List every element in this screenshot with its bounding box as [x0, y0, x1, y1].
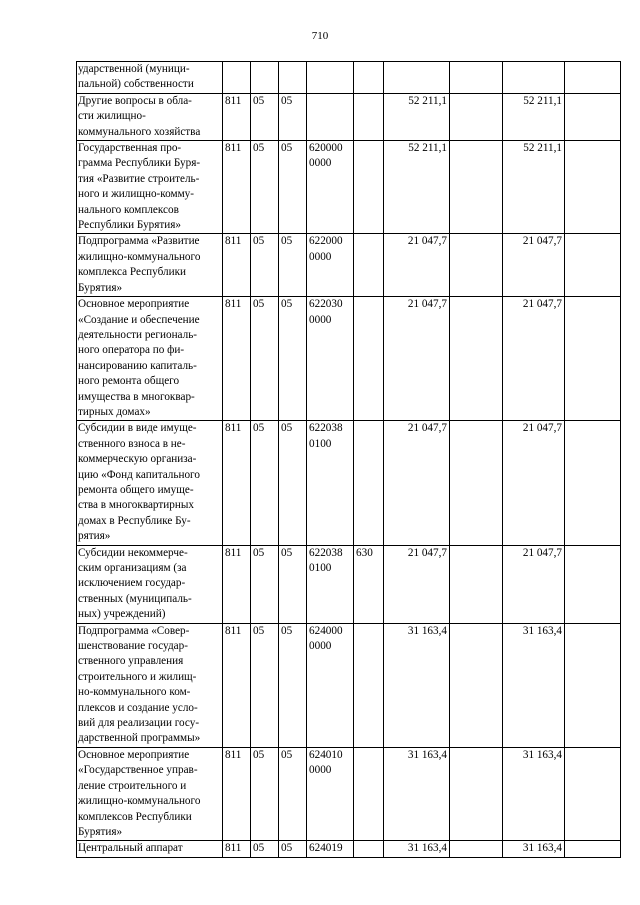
- item-name-line: ных) учреждений): [78, 608, 166, 621]
- target-code-cell: [307, 623, 354, 747]
- amount-cell: 31 163,4: [503, 623, 565, 747]
- amount-cell: [565, 141, 621, 234]
- admin-code-cell: 811: [223, 421, 251, 545]
- table-row: [77, 234, 621, 297]
- target-code-line: 622030: [309, 298, 343, 311]
- amount-cell: 21 047,7: [503, 421, 565, 545]
- item-name-cell: [77, 93, 223, 140]
- table-row: [77, 297, 621, 421]
- item-name-line: ремонта общего имуще-: [78, 483, 194, 496]
- item-name-line: грамма Республики Буря-: [78, 157, 201, 170]
- item-name-line: плексов и создание усло-: [78, 701, 198, 714]
- subsection-code-cell: 05: [279, 141, 307, 234]
- item-name-cell: [77, 421, 223, 545]
- table-row: [77, 421, 621, 545]
- item-name-line: Республики Бурятия»: [78, 219, 182, 232]
- amount-cell: 21 047,7: [384, 297, 450, 421]
- table-row: [77, 141, 621, 234]
- item-name-cell: [77, 747, 223, 840]
- item-name-line: ного оператора по фи-: [78, 344, 185, 357]
- admin-code-cell: 811: [223, 623, 251, 747]
- amount-cell: [565, 62, 621, 94]
- item-name-cell: [77, 234, 223, 297]
- item-name-line: но-коммунального ком-: [78, 686, 191, 699]
- item-name-line: строительного и жилищ-: [78, 670, 197, 683]
- subsection-code-cell: [279, 62, 307, 94]
- amount-cell: [565, 93, 621, 140]
- item-name-line: нального комплексов: [78, 203, 179, 216]
- item-name-cell: [77, 297, 223, 421]
- expense-type-cell: [354, 234, 384, 297]
- item-name-line: исключением государ-: [78, 577, 186, 590]
- target-code-line: 0000: [309, 157, 332, 170]
- admin-code-cell: 811: [223, 297, 251, 421]
- amount-cell: [565, 421, 621, 545]
- amount-cell: 21 047,7: [503, 545, 565, 623]
- amount-cell: [450, 747, 503, 840]
- admin-code-cell: 811: [223, 234, 251, 297]
- item-name-line: Бурятия»: [78, 281, 123, 294]
- item-name-cell: [77, 62, 223, 94]
- item-name-line: нансированию капиталь-: [78, 359, 197, 372]
- item-name-line: ударственной (муници-: [78, 63, 190, 75]
- section-code-cell: 05: [251, 421, 279, 545]
- item-name-line: ственных (муниципаль-: [78, 592, 192, 605]
- amount-cell: [450, 545, 503, 623]
- target-code-line: 0000: [309, 313, 332, 326]
- amount-cell: [450, 421, 503, 545]
- item-name-line: ским организациям (за: [78, 562, 187, 574]
- table-row: [77, 93, 621, 140]
- item-name-line: Субсидии в виде имуще-: [78, 422, 197, 435]
- item-name-cell: [77, 623, 223, 747]
- amount-cell: [384, 62, 450, 94]
- amount-cell: 31 163,4: [384, 623, 450, 747]
- item-name-line: комплекса Республики: [78, 266, 187, 279]
- item-name-line: Бурятия»: [78, 825, 123, 838]
- admin-code-cell: 811: [223, 747, 251, 840]
- item-name-line: тия «Развитие строитель-: [78, 172, 200, 185]
- item-name-line: Субсидии некоммерче-: [78, 546, 188, 559]
- item-name-line: имущества в многоквар-: [78, 390, 195, 403]
- expense-type-cell: [354, 297, 384, 421]
- amount-cell: 21 047,7: [503, 234, 565, 297]
- target-code-cell: [307, 545, 354, 623]
- item-name-line: тирных домах»: [78, 405, 151, 418]
- expense-type-cell: [354, 747, 384, 840]
- item-name-line: цию «Фонд капитального: [78, 468, 200, 481]
- table-row: [77, 841, 621, 857]
- amount-cell: 21 047,7: [503, 297, 565, 421]
- table-row: [77, 747, 621, 840]
- amount-cell: 52 211,1: [384, 141, 450, 234]
- amount-cell: 31 163,4: [503, 747, 565, 840]
- subsection-code-cell: 05: [279, 297, 307, 421]
- amount-cell: [450, 841, 503, 857]
- subsection-code-cell: 05: [279, 421, 307, 545]
- item-name-line: Другие вопросы в обла-: [78, 94, 192, 107]
- section-code-cell: 05: [251, 545, 279, 623]
- target-code-cell: [307, 141, 354, 234]
- amount-cell: [565, 234, 621, 297]
- expense-type-cell: [354, 841, 384, 857]
- section-code-cell: 05: [251, 841, 279, 857]
- amount-cell: [450, 93, 503, 140]
- subsection-code-cell: 05: [279, 234, 307, 297]
- amount-cell: 31 163,4: [503, 841, 565, 857]
- table-row: [77, 545, 621, 623]
- target-code-cell: [307, 297, 354, 421]
- subsection-code-cell: 05: [279, 545, 307, 623]
- item-name-line: ственного управления: [78, 655, 184, 668]
- section-code-cell: 05: [251, 93, 279, 140]
- item-name-line: Подпрограмма «Совер-: [78, 624, 190, 637]
- amount-cell: [503, 62, 565, 94]
- target-code-line: 622000: [309, 235, 343, 248]
- target-code-cell: [307, 747, 354, 840]
- amount-cell: 52 211,1: [503, 141, 565, 234]
- item-name-line: шенствование государ-: [78, 640, 188, 653]
- item-name-line: рятия»: [78, 530, 111, 543]
- item-name-line: ства в многоквартирных: [78, 499, 194, 512]
- amount-cell: [450, 297, 503, 421]
- item-name-line: ного и жилищно-комму-: [78, 188, 194, 201]
- item-name-line: Основное мероприятие: [78, 748, 190, 761]
- target-code-cell: [307, 841, 354, 857]
- target-code-line: 0000: [309, 250, 332, 263]
- target-code-line: 620000: [309, 142, 343, 155]
- section-code-cell: 05: [251, 747, 279, 840]
- item-name-line: вий для реализации госу-: [78, 717, 200, 730]
- target-code-line: 624010: [309, 748, 343, 761]
- item-name-line: «Создание и обеспечение: [78, 313, 200, 326]
- item-name-line: жилищно-коммунального: [78, 250, 201, 263]
- item-name-line: ственного взноса в не-: [78, 437, 186, 450]
- target-code-line: 622038: [309, 422, 343, 435]
- expense-type-cell: [354, 421, 384, 545]
- target-code-cell: [307, 93, 354, 140]
- amount-cell: 21 047,7: [384, 234, 450, 297]
- target-code-line: 0100: [309, 562, 332, 574]
- item-name-cell: [77, 545, 223, 623]
- amount-cell: 21 047,7: [384, 545, 450, 623]
- target-code-cell: [307, 62, 354, 94]
- item-name-line: пальной) собственности: [78, 78, 194, 91]
- admin-code-cell: [223, 62, 251, 94]
- item-name-line: Основное мероприятие: [78, 298, 190, 311]
- amount-cell: [565, 623, 621, 747]
- admin-code-cell: 811: [223, 841, 251, 857]
- section-code-cell: 05: [251, 141, 279, 234]
- section-code-cell: 05: [251, 623, 279, 747]
- amount-cell: 52 211,1: [503, 93, 565, 140]
- item-name-cell: [77, 141, 223, 234]
- item-name-line: сти жилищно-: [78, 110, 146, 123]
- amount-cell: 31 163,4: [384, 747, 450, 840]
- item-name-line: «Государственное управ-: [78, 764, 198, 777]
- amount-cell: [450, 141, 503, 234]
- amount-cell: [450, 623, 503, 747]
- amount-cell: [565, 841, 621, 857]
- target-code-line: 0000: [309, 764, 332, 777]
- amount-cell: [450, 234, 503, 297]
- target-code-line: 0000: [309, 640, 332, 653]
- subsection-code-cell: 05: [279, 623, 307, 747]
- item-name-line: Подпрограмма «Развитие: [78, 235, 200, 248]
- target-code-cell: [307, 234, 354, 297]
- item-name-line: ление строительного и: [78, 779, 187, 792]
- amount-cell: [565, 545, 621, 623]
- page-number: 710: [311, 30, 329, 42]
- admin-code-cell: 811: [223, 545, 251, 623]
- item-name-line: коммерческую организа-: [78, 453, 197, 466]
- subsection-code-cell: 05: [279, 747, 307, 840]
- item-name-line: дарственной программы»: [78, 732, 201, 745]
- target-code-line: 624019: [309, 842, 343, 855]
- section-code-cell: [251, 62, 279, 94]
- expense-type-cell: [354, 93, 384, 140]
- target-code-line: 0100: [309, 437, 332, 450]
- amount-cell: 21 047,7: [384, 421, 450, 545]
- item-name-line: ного ремонта общего: [78, 375, 180, 388]
- amount-cell: [565, 747, 621, 840]
- item-name-line: Государственная про-: [78, 142, 182, 155]
- amount-cell: [450, 62, 503, 94]
- item-name-line: коммунального хозяйства: [78, 125, 201, 138]
- subsection-code-cell: 05: [279, 841, 307, 857]
- target-code-line: 622038: [309, 546, 343, 559]
- amount-cell: [565, 297, 621, 421]
- section-code-cell: 05: [251, 234, 279, 297]
- budget-table: [76, 61, 621, 858]
- subsection-code-cell: 05: [279, 93, 307, 140]
- amount-cell: 52 211,1: [384, 93, 450, 140]
- admin-code-cell: 811: [223, 141, 251, 234]
- item-name-line: Центральный аппарат: [78, 842, 183, 855]
- section-code-cell: 05: [251, 297, 279, 421]
- expense-type-cell: 630: [354, 545, 384, 623]
- item-name-line: комплексов Республики: [78, 810, 192, 823]
- table-row: [77, 623, 621, 747]
- table-row: [77, 62, 621, 94]
- item-name-cell: [77, 841, 223, 857]
- item-name-line: жилищно-коммунального: [78, 795, 201, 808]
- admin-code-cell: 811: [223, 93, 251, 140]
- expense-type-cell: [354, 623, 384, 747]
- target-code-line: 624000: [309, 624, 343, 637]
- expense-type-cell: [354, 62, 384, 94]
- item-name-line: домах в Республике Бу-: [78, 514, 191, 527]
- target-code-cell: [307, 421, 354, 545]
- item-name-line: деятельности региональ-: [78, 328, 198, 341]
- expense-type-cell: [354, 141, 384, 234]
- amount-cell: 31 163,4: [384, 841, 450, 857]
